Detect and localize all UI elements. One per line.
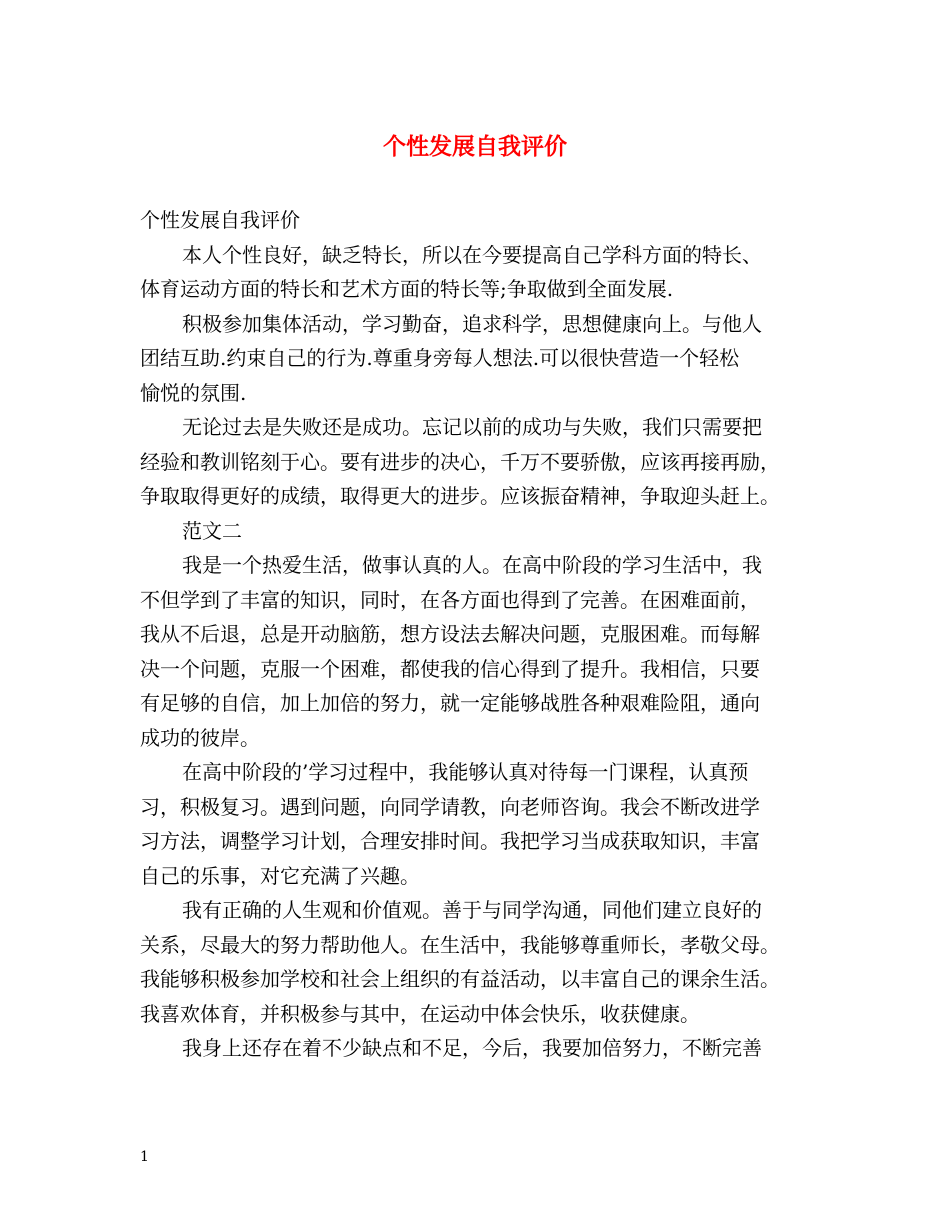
paragraph-line: 本人个性良好，缺乏特长，所以在今要提高自己学科方面的特长、 <box>182 242 762 267</box>
paragraph-line: 我身上还存在着不少缺点和不足，今后，我要加倍努力，不断完善 <box>182 1036 762 1060</box>
paragraph-line: 我喜欢体育，并积极参与其中，在运动中体会快乐，收获健康。 <box>140 1001 700 1026</box>
paragraph-line: 团结互助.约束自己的行为.尊重身旁每人想法.可以很快营造一个轻松 <box>140 346 740 370</box>
paragraph-line: 自己的乐事，对它充满了兴趣。 <box>140 863 420 888</box>
paragraph-line: 我能够积极参加学校和社会上组织的有益活动，以丰富自己的课余生活。 <box>140 967 780 991</box>
paragraph-line: 我从不后退，总是开动脑筋，想方设法去解决问题，克服困难。而每解 <box>140 622 760 646</box>
paragraph-line: 不但学到了丰富的知识，同时，在各方面也得到了完善。在困难面前， <box>140 587 760 612</box>
section-heading-line: 范文二 <box>182 518 242 543</box>
paragraph-line: 愉悦的氛围. <box>140 380 247 405</box>
paragraph-line: 我有正确的人生观和价值观。善于与同学沟通，同他们建立良好的 <box>182 898 762 922</box>
paragraph-line: 在高中阶段的’学习过程中，我能够认真对待每一门课程，认真预 <box>182 760 749 784</box>
page-number: 1 <box>140 1149 149 1165</box>
paragraph-line: 经验和教训铭刻于心。要有进步的决心，千万不要骄傲，应该再接再励， <box>140 449 780 474</box>
paragraph-line: 积极参加集体活动，学习勤奋，追求科学，思想健康向上。与他人 <box>182 311 762 336</box>
document-body <box>140 203 820 1066</box>
paragraph-line: 无论过去是失败还是成功。忘记以前的成功与失败，我们只需要把 <box>182 415 762 439</box>
paragraph-line: 习方法，调整学习计划，合理安排时间。我把学习当成获取知识，丰富 <box>140 829 760 853</box>
paragraph-line: 关系，尽最大的努力帮助他人。在生活中，我能够尊重师长，孝敬父母。 <box>140 932 780 957</box>
paragraph-line: 我是一个热爱生活，做事认真的人。在高中阶段的学习生活中，我 <box>182 553 762 577</box>
paragraph-line: 成功的彼岸。 <box>140 725 260 750</box>
paragraph-line: 争取取得更好的成绩，取得更大的进步。应该振奋精神，争取迎头赶上。 <box>140 484 780 508</box>
paragraph-line: 决一个问题，克服一个困难，都使我的信心得到了提升。我相信，只要 <box>140 656 760 681</box>
paragraph-line: 体育运动方面的特长和艺术方面的特长等;争取做到全面发展. <box>140 277 674 301</box>
paragraph-line: 有足够的自信，加上加倍的努力，就一定能够战胜各种艰难险阻，通向 <box>140 691 760 715</box>
subtitle-line: 个性发展自我评价 <box>140 208 300 232</box>
document-title: 个性发展自我评价 <box>383 133 567 160</box>
paragraph-line: 习，积极复习。遇到问题，向同学请教，向老师咨询。我会不断改进学 <box>140 794 760 819</box>
